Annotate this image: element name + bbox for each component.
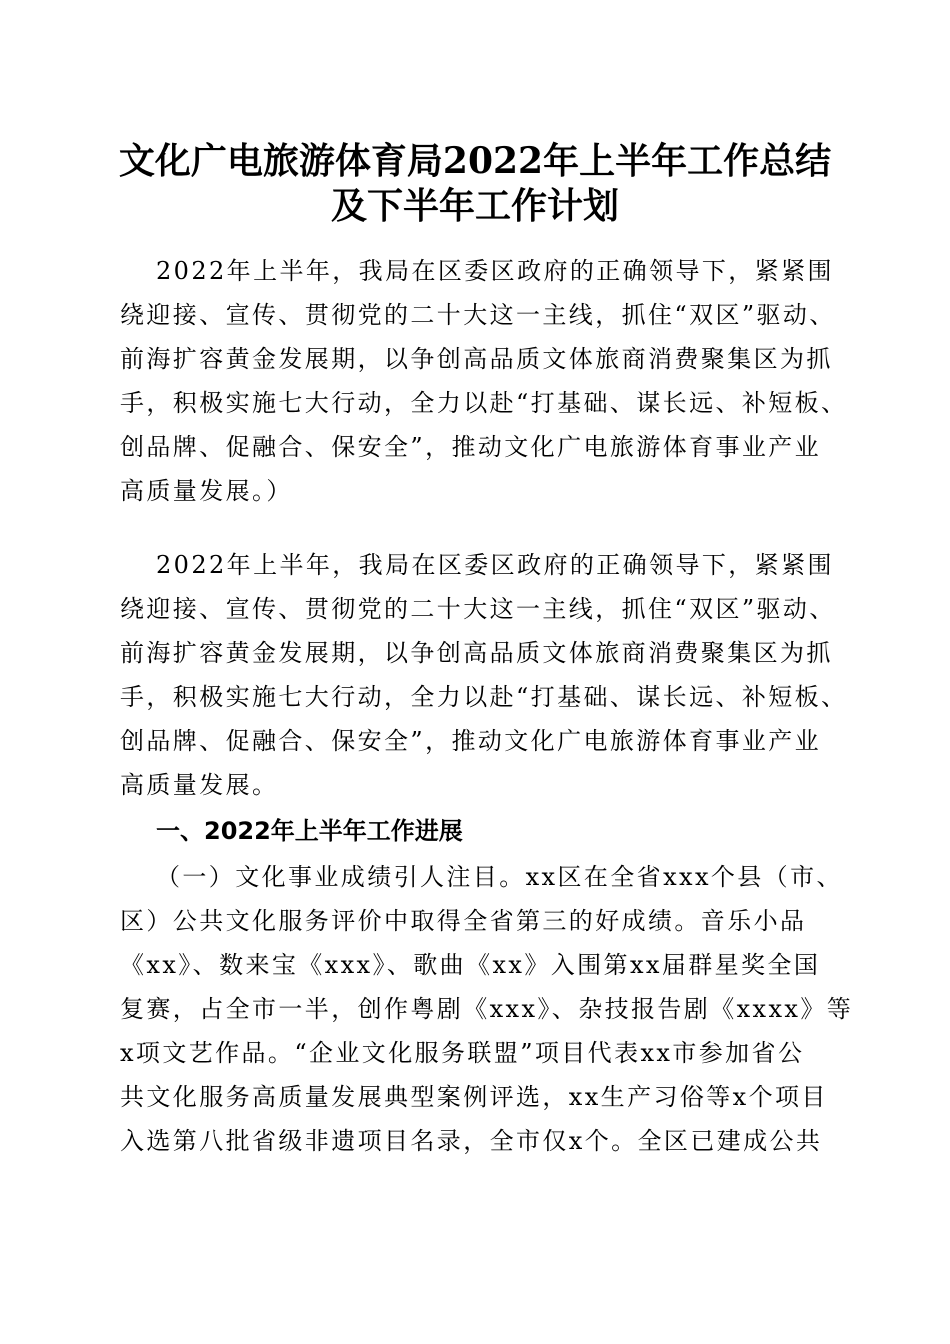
paragraph-1-line: 创品牌、促融合、保安全”，推动文化广电旅游体育事业产业 — [120, 433, 822, 461]
paragraph-3-line: 《xx》、数来宝《xxx》、歌曲《xx》入围第xx届群星奖全国 — [120, 951, 821, 979]
paragraph-2-line: 绕迎接、宣传、贯彻党的二十大这一主线，抓住“双区”驱动、 — [120, 595, 836, 623]
document-title-line-2: 及下半年工作计划 — [330, 185, 619, 227]
paragraph-1-line: 前海扩容黄金发展期，以争创高品质文体旅商消费聚集区为抓 — [120, 345, 833, 373]
paragraph-3-line: 区）公共文化服务评价中取得全省第三的好成绩。音乐小品 — [120, 907, 807, 935]
paragraph-2-line: 2022年上半年，我局在区委区政府的正确领导下，紧紧围 — [156, 551, 834, 579]
paragraph-2-line: 创品牌、促融合、保安全”，推动文化广电旅游体育事业产业 — [120, 727, 822, 755]
paragraph-1-line: 绕迎接、宣传、贯彻党的二十大这一主线，抓住“双区”驱动、 — [120, 301, 836, 329]
paragraph-1-line: 2022年上半年，我局在区委区政府的正确领导下，紧紧围 — [156, 257, 834, 285]
section-heading: 一、2022年上半年工作进展 — [156, 817, 463, 845]
paragraph-3-line: 入选第八批省级非遗项目名录，全市仅x个。全区已建成公共 — [120, 1127, 823, 1155]
paragraph-3-line: 共文化服务高质量发展典型案例评选，xx生产习俗等x个项目 — [120, 1083, 828, 1111]
paragraph-3-line: （一）文化事业成绩引人注目。xx区在全省xxx个县（市、 — [156, 863, 843, 891]
paragraph-2-line: 前海扩容黄金发展期，以争创高品质文体旅商消费聚集区为抓 — [120, 639, 833, 667]
paragraph-2-line: 手，积极实施七大行动，全力以赴“打基础、谋长远、补短板、 — [120, 683, 848, 711]
paragraph-2-line: 高质量发展。 — [120, 771, 279, 799]
paragraph-1-line: 高质量发展。） — [120, 477, 293, 505]
paragraph-3-line: 复赛，占全市一半，创作粤剧《xxx》、杂技报告剧《xxxx》等 — [120, 995, 854, 1023]
paragraph-3-line: x项文艺作品。“企业文化服务联盟”项目代表xx市参加省公 — [120, 1039, 805, 1067]
document-title-line-1: 文化广电旅游体育局2022年上半年工作总结 — [118, 140, 832, 182]
paragraph-1-line: 手，积极实施七大行动，全力以赴“打基础、谋长远、补短板、 — [120, 389, 848, 417]
